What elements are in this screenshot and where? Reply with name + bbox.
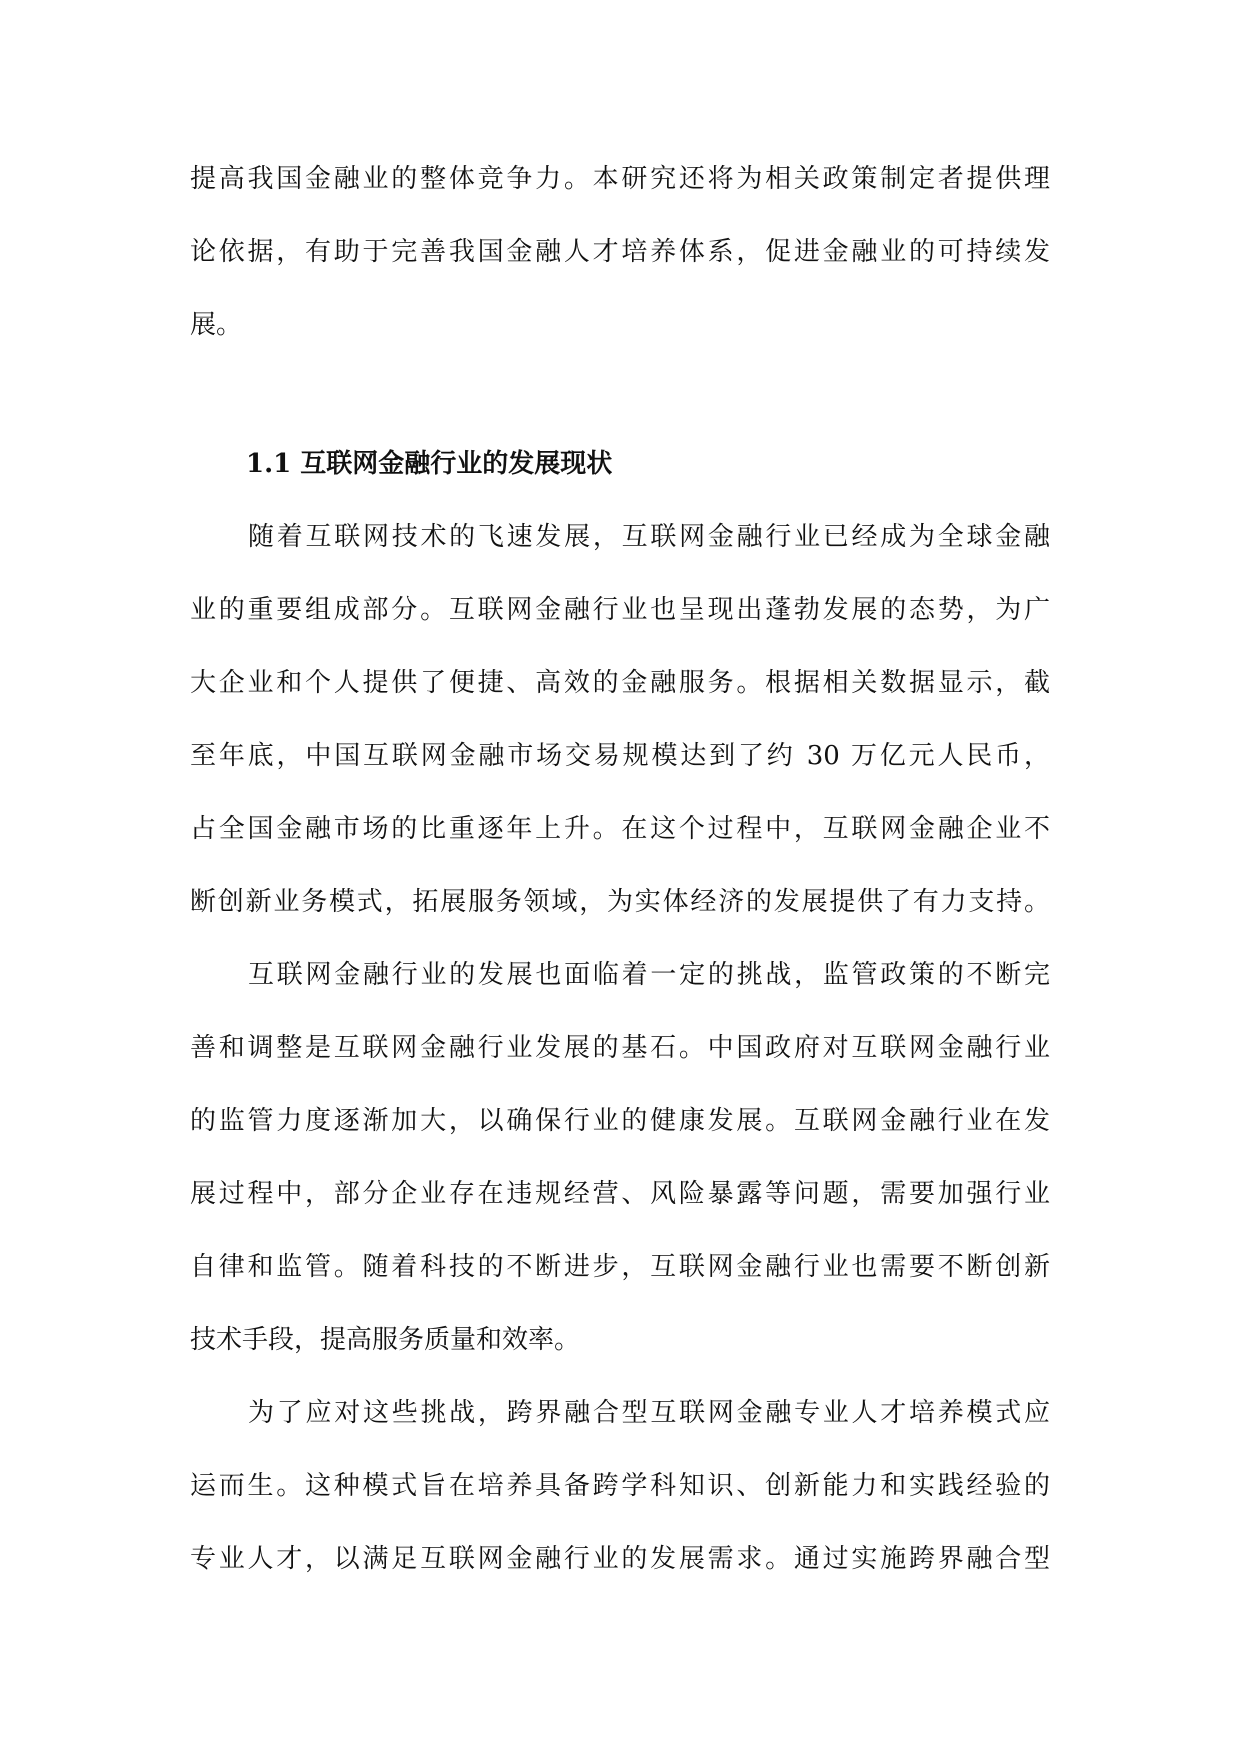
paragraph-2 [190, 939, 1050, 1377]
paragraph-1 [190, 501, 1050, 939]
text-line: 善和调整是互联网金融行业发展的基石。中国政府对互联网金融行业 [190, 1033, 1050, 1063]
section-heading: 1.1 互联网金融行业的发展现状 [246, 449, 613, 479]
text-line: 占全国金融市场的比重逐年上升。在这个过程中，互联网金融企业不 [190, 814, 1050, 844]
document-body [190, 143, 1050, 1596]
text-line: 提高我国金融业的整体竞争力。本研究还将为相关政策制定者提供理 [190, 164, 1050, 194]
text-line: 大企业和个人提供了便捷、高效的金融服务。根据相关数据显示，截 [190, 668, 1050, 698]
text-line: 展过程中，部分企业存在违规经营、风险暴露等问题，需要加强行业 [190, 1179, 1050, 1209]
text-line: 自律和监管。随着科技的不断进步，互联网金融行业也需要不断创新 [190, 1252, 1050, 1282]
text-line: 技术手段，提高服务质量和效率。 [190, 1325, 581, 1355]
text-line: 业的重要组成部分。互联网金融行业也呈现出蓬勃发展的态势，为广 [190, 595, 1050, 625]
text-line: 展。 [190, 310, 243, 340]
intro-paragraph [190, 143, 1050, 362]
paragraph-3 [190, 1377, 1050, 1596]
text-line: 互联网金融行业的发展也面临着一定的挑战，监管政策的不断完 [248, 960, 1050, 990]
text-line: 论依据，有助于完善我国金融人才培养体系，促进金融业的可持续发 [190, 237, 1050, 267]
text-line: 专业人才，以满足互联网金融行业的发展需求。通过实施跨界融合型 [190, 1544, 1050, 1574]
text-line: 断创新业务模式，拓展服务领域，为实体经济的发展提供了有力支持。 [190, 887, 1050, 917]
text-line: 为了应对这些挑战，跨界融合型互联网金融专业人才培养模式应 [248, 1398, 1050, 1428]
text-line: 运而生。这种模式旨在培养具备跨学科知识、创新能力和实践经验的 [190, 1471, 1050, 1501]
text-line: 至年底，中国互联网金融市场交易规模达到了约 30 万亿元人民币， [190, 741, 1050, 771]
text-line: 的监管力度逐渐加大，以确保行业的健康发展。互联网金融行业在发 [190, 1106, 1050, 1136]
text-line: 随着互联网技术的飞速发展，互联网金融行业已经成为全球金融 [248, 522, 1050, 552]
